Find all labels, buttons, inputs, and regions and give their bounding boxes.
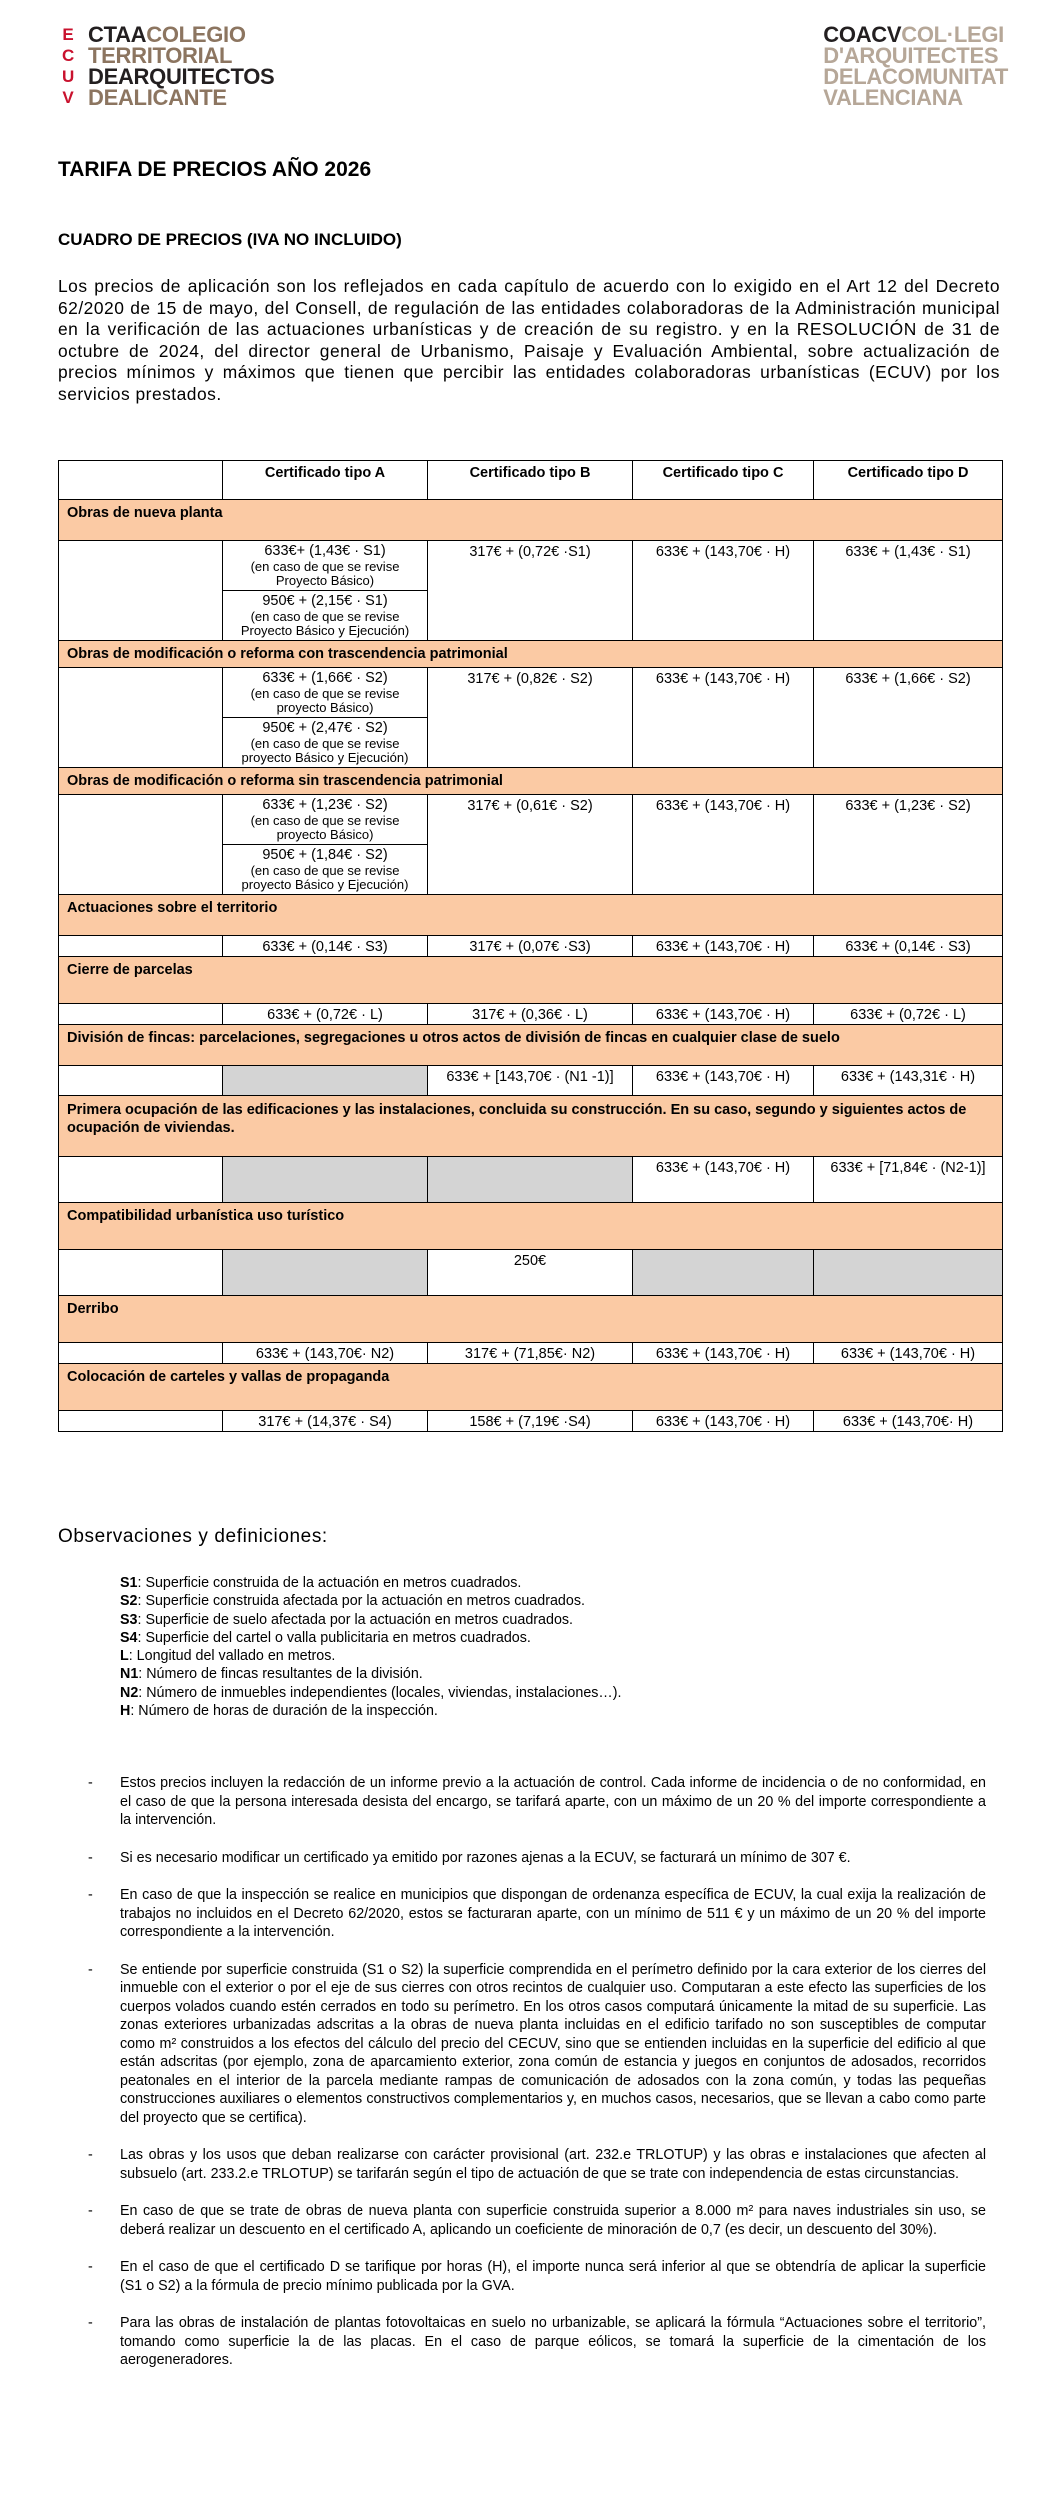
note-item: - En caso de que se trate de obras de nueva planta con superficie construida superior a 8.000 m² para naves industriales sin uso, se deberá realizar un descuento en el certificado A, aplicando un coeficiente de minoración de 0,7 (es decir, un descuento del 30%).	[88, 2202, 986, 2239]
price-cell: 317€ + (0,07€ ·S3)	[428, 936, 633, 957]
price-cell: 633€ + (143,70€ · H)	[633, 1066, 814, 1096]
empty-grey-cell	[223, 1157, 428, 1203]
table-header-cell: Certificado tipo C	[633, 461, 814, 500]
price-cell: 633€ + (143,70€· N2)	[223, 1343, 428, 1364]
definition-item: S2: Superficie construida afectada por la actuación en metros cuadrados.	[120, 1593, 585, 1610]
section-row	[59, 500, 1003, 541]
definition-item: S1: Superficie construida de la actuación en metros cuadrados.	[120, 1575, 522, 1591]
empty-grey-cell	[223, 1250, 428, 1296]
table-row	[59, 541, 1003, 641]
empty-grey-cell	[633, 1250, 814, 1296]
definition-item: N2: Número de inmuebles independientes (locales, viviendas, instalaciones…).	[120, 1684, 622, 1701]
price-cell: 633€ + (143,31€ · H)	[814, 1066, 1003, 1096]
note-item: - Si es necesario modificar un certificado ya emitido por razones ajenas a la ECUV, se facturará un mínimo de 307 €.	[88, 1849, 986, 1868]
price-cell: 317€ + (71,85€· N2)	[428, 1343, 633, 1364]
section-title: División de fincas: parcelaciones, segregaciones u otros actos de división de fincas en cualquier clase de suelo	[59, 1025, 1003, 1066]
observations-title: Observaciones y definiciones:	[58, 1526, 328, 1547]
table-header-cell: Certificado tipo B	[428, 461, 633, 500]
section-title: Obras de nueva planta	[59, 500, 1003, 541]
price-cell: 633€ + [71,84€ · (N2-1)]	[814, 1157, 1003, 1203]
note-item: - En caso de que la inspección se realice en municipios que dispongan de ordenanza específica de ECUV, la cual exija la realización de trabajos no incluidos en el Decreto 62/2020, estos se facturaran aparte, con un mínimo de 511 € y un máximo de un 20 % del importe correspondiente a la intervención.	[88, 1886, 986, 1942]
coacv-logo: COACVCOL·LEGI D'ARQUITECTES DELACOMUNITAT VALENCIANA	[823, 22, 1008, 110]
page-title: TARIFA DE PRECIOS AÑO 2026	[58, 158, 372, 181]
table-header-cell: Certificado tipo A	[223, 461, 428, 500]
price-cell: 633€ + (1,66€ · S2)	[814, 668, 1003, 768]
note-item: - Las obras y los usos que deban realizarse con carácter provisional (art. 232.e TRLOTUP) y las obras e instalaciones que afecten al subsuelo (art. 233.2.e TRLOTUP) se tarifarán según el tipo de actuación de que se trate con independencia de estas circunstancias.	[88, 2146, 986, 2183]
section-title: Cierre de parcelas	[59, 957, 1003, 1004]
section-title: Colocación de carteles y vallas de propaganda	[59, 1364, 1003, 1411]
section-title: Obras de modificación o reforma sin trascendencia patrimonial	[59, 768, 1003, 795]
section-row	[59, 641, 1003, 668]
price-cell-a-full: 950€ + (1,84€ · S2) (en caso de que se revise proyecto Básico y Ejecución)	[241, 847, 409, 892]
table-row	[59, 936, 1003, 957]
price-cell: 317€ + (14,37€ · S4)	[223, 1411, 428, 1432]
empty-grey-cell	[814, 1250, 1003, 1296]
section-title: Actuaciones sobre el territorio	[59, 895, 1003, 936]
price-cell: 633€ + (143,70€ · H)	[633, 1157, 814, 1203]
price-cell: 633€ + (1,23€ · S2)	[814, 795, 1003, 895]
price-cell-a-full: 950€ + (2,47€ · S2) (en caso de que se revise proyecto Básico y Ejecución)	[241, 720, 409, 765]
table-header-cell: Certificado tipo D	[814, 461, 1003, 500]
price-cell: 633€ + (1,43€ · S1)	[814, 541, 1003, 641]
table-header-blank	[59, 461, 223, 500]
definition-item: S3: Superficie de suelo afectada por la actuación en metros cuadrados.	[120, 1611, 574, 1628]
price-cell-a-basic: 633€+ (1,43€ · S1) (en caso de que se revise Proyecto Básico)	[223, 541, 427, 591]
price-cell: 633€ + (0,72€ · L)	[814, 1004, 1003, 1025]
price-cell-a-full: 950€ + (2,15€ · S1) (en caso de que se revise Proyecto Básico y Ejecución)	[240, 593, 410, 638]
price-cell-a-basic: 633€ + (1,23€ · S2) (en caso de que se revise proyecto Básico)	[223, 795, 427, 845]
section-subtitle: CUADRO DE PRECIOS (IVA NO INCLUIDO)	[58, 230, 402, 249]
note-item: - Estos precios incluyen la redacción de un informe previo a la actuación de control. Cada informe de incidencia o de no conformidad, en el caso de que la persona interesada desista del encargo, se tarifará aparte, con un máximo de un 20 % del importe correspondiente a la intervención.	[88, 1774, 986, 1830]
price-cell-a-basic: 633€ + (1,66€ · S2) (en caso de que se revise proyecto Básico)	[223, 668, 427, 718]
table-row	[59, 795, 1003, 895]
price-table	[58, 460, 1003, 1432]
definition-item: N1: Número de fincas resultantes de la división.	[120, 1666, 423, 1683]
table-row	[59, 1157, 1003, 1203]
section-title: Primera ocupación de las edificaciones y las instalaciones, concluida su construcción. En su caso, segundo y siguientes actos de ocupación de viviendas.	[59, 1096, 1003, 1157]
section-row	[59, 1203, 1003, 1250]
price-cell: 317€ + (0,82€ · S2)	[428, 668, 633, 768]
section-row	[59, 1296, 1003, 1343]
table-row	[59, 1066, 1003, 1096]
price-cell: 317€ + (0,72€ ·S1)	[428, 541, 633, 641]
section-row	[59, 957, 1003, 1004]
note-item: - Para las obras de instalación de plantas fotovoltaicas en suelo no urbanizable, se aplicará la fórmula “Actuaciones sobre el territorio”, tomando como superficie la de las placas. En el caso de parque eólicos, se tomará la superficie de la cimentación de los aerogeneradores.	[88, 2314, 986, 2370]
table-row	[59, 1411, 1003, 1432]
table-row	[59, 1004, 1003, 1025]
price-cell: 633€ + (0,14€ · S3)	[814, 936, 1003, 957]
empty-grey-cell	[428, 1157, 633, 1203]
price-cell: 158€ + (7,19€ ·S4)	[428, 1411, 633, 1432]
price-cell: 633€ + (143,70€ · H)	[633, 795, 814, 895]
section-row	[59, 1096, 1003, 1157]
intro-paragraph: Los precios de aplicación son los reflejados en cada capítulo de acuerdo con lo exigido en el Art 12 del Decreto 62/2020 de 15 de mayo, del Consell, de regulación de las entidades colaboradoras de la Administración municipal en la verificación de las actuaciones urbanísticas y de creación de su registro. y en la RESOLUCIÓN de 31 de octubre de 2024, del director general de Urbanismo, Paisaje y Evaluación Ambiental, sobre actualización de precios mínimos y máximos que tienen que percibir las entidades colaboradoras urbanísticas (ECUV) por los servicios prestados.	[58, 276, 1000, 404]
price-cell: 317€ + (0,61€ · S2)	[428, 795, 633, 895]
section-row	[59, 1025, 1003, 1066]
section-title: Derribo	[59, 1296, 1003, 1343]
section-row	[59, 1364, 1003, 1411]
price-cell: 633€ + (0,14€ · S3)	[223, 936, 428, 957]
ecuv-vertical-mark: E C U V	[62, 25, 75, 107]
section-row	[59, 768, 1003, 795]
table-row	[59, 668, 1003, 768]
table-row	[59, 1343, 1003, 1364]
price-cell: 317€ + (0,36€ · L)	[428, 1004, 633, 1025]
price-cell: 633€ + (143,70€ · H)	[633, 668, 814, 768]
definition-item: L: Longitud del vallado en metros.	[120, 1648, 336, 1665]
price-cell: 633€ + (143,70€ · H)	[814, 1343, 1003, 1364]
ctaa-logo-text: CTAACOLEGIO TERRITORIAL DEARQUITECTOS DEALICANTE	[88, 22, 275, 110]
price-cell: 633€ + (143,70€ · H)	[633, 541, 814, 641]
definitions-list	[120, 1574, 621, 1720]
table-row	[59, 1250, 1003, 1296]
price-cell: 633€ + (143,70€ · H)	[633, 1411, 814, 1432]
price-cell: 633€ + [143,70€ · (N1 -1)]	[428, 1066, 633, 1096]
empty-grey-cell	[223, 1066, 428, 1096]
notes-list	[88, 1774, 986, 2389]
section-title: Obras de modificación o reforma con trascendencia patrimonial	[59, 641, 1003, 668]
price-cell: 633€ + (143,70€ · H)	[633, 936, 814, 957]
price-cell: 633€ + (143,70€ · H)	[633, 1004, 814, 1025]
note-item: - Se entiende por superficie construida (S1 o S2) la superficie comprendida en el perímetro definido por la cara exterior de los cierres del inmueble con el exterior o por el eje de sus cierres con otros recintos de cualquier uso. Computaran a este efecto las superficies de los cuerpos volados cuando estén cerrados en todo su perímetro. En los otros casos computará únicamente la mitad de su superficie. Las zonas exteriores urbanizadas adscritas a la obras de nueva planta incluidas en el edificio tarifado no son susceptibles de computar como m² construidos a los efectos del cálculo del precio del CECUV, sino que se entienden incluidas en la superficie del edificio al que están adscritas (por ejemplo, zona de aparcamiento exterior, zona común de estancia y juegos en conjuntos de adosados, recorridos peatonales en el interior de la parcela mediante rampas de comunicación de adosados con la zona común, y todas las pequeñas construcciones auxiliares o elementos constructivos complementarios y, en muchos casos, necesarios, que se llevan a cabo como parte del proyecto que se certifica).	[88, 1961, 986, 2128]
price-cell: 633€ + (143,70€· H)	[814, 1411, 1003, 1432]
definition-item: H: Número de horas de duración de la inspección.	[120, 1703, 438, 1720]
definition-item: S4: Superficie del cartel o valla publicitaria en metros cuadrados.	[120, 1629, 531, 1646]
section-row	[59, 895, 1003, 936]
section-title: Compatibilidad urbanística uso turístico	[59, 1203, 1003, 1250]
price-cell: 633€ + (0,72€ · L)	[223, 1004, 428, 1025]
price-cell: 633€ + (143,70€ · H)	[633, 1343, 814, 1364]
note-item: - En el caso de que el certificado D se tarifique por horas (H), el importe nunca será inferior al que se obtendría de aplicar la superficie (S1 o S2) a la fórmula de precio mínimo publicada por la GVA.	[88, 2258, 986, 2295]
table-header-row	[59, 461, 1003, 500]
price-cell: 250€	[428, 1250, 633, 1296]
